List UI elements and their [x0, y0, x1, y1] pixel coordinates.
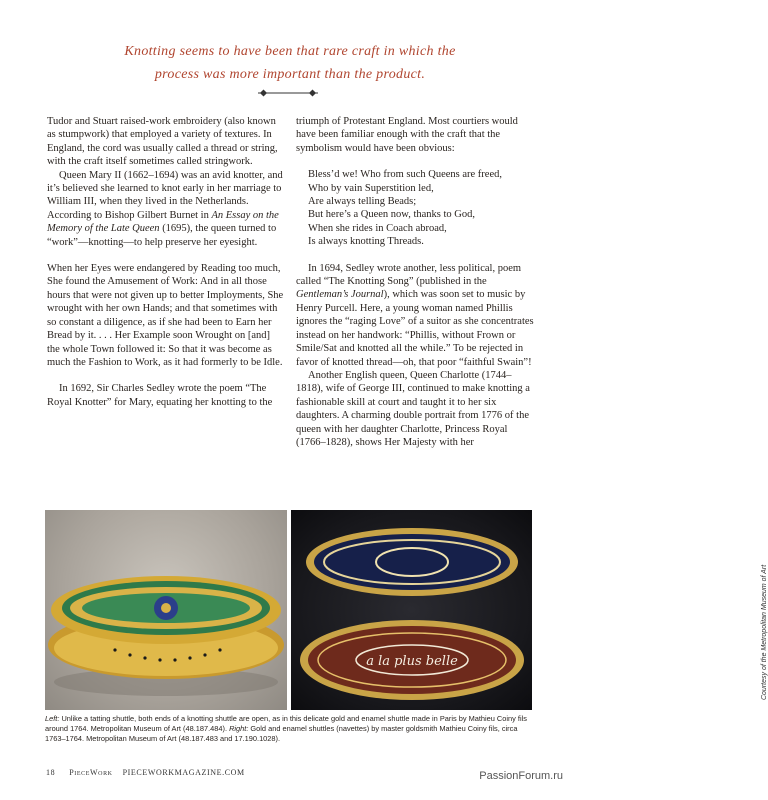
- photo-credit: Courtesy of the Metropolitan Museum of Art: [761, 564, 768, 700]
- paragraph: Queen Mary II (1662–1694) was an avid knotter, and it’s believed she learned to knot early in her marriage to William III, when they lived in the Netherlands. According to Bishop Gilbert Burnet in An Essay on the Memory of the Late Queen (1695), the queen turned to “work”—knotting—to help preserve her eyesight.: [47, 169, 283, 248]
- journal-title: Gentleman’s Journal: [296, 289, 384, 301]
- photo-row: [45, 510, 768, 710]
- right-text-column: [296, 115, 534, 449]
- poem-line: Are always telling Beads;: [308, 196, 417, 208]
- caption-right-text: Gold and enamel shuttles (navettes) by master goldsmith Mathieu Coiny fils, circa 1763–1764. Metropolitan Museum of Art (48.187.483 and 17.190.1028).: [45, 724, 518, 744]
- page-number: 18: [46, 768, 56, 777]
- enamel-shuttles-photo: [291, 510, 768, 710]
- gold-shuttle-illustration: [45, 510, 287, 710]
- caption-left-text: Unlike a tatting shuttle, both ends of a knotting shuttle are open, as in this delicate gold and enamel shuttle made in Paris by Mathieu Coiny fils around 1764. Metropolitan Museum of Art (48.187.484).: [45, 714, 527, 734]
- caption-left-label: Left:: [45, 714, 60, 723]
- pull-quote-line-2: process was more important than the product.: [154, 67, 426, 82]
- book-title: An Essay on the Memory of the Late Queen: [47, 209, 279, 235]
- magazine-name: PieceWork: [69, 768, 113, 777]
- photo-caption: [45, 714, 532, 745]
- magazine-website: PIECEWORKMAGAZINE.COM: [122, 768, 245, 777]
- site-watermark: PassionForum.ru: [479, 770, 563, 782]
- block-quote: When her Eyes were endangered by Reading too much, She found the Amusement of Work: And in all those hours that were not given up to better Imployments, She wrought with her own Hands; and that sometimes with so constant a diligence, as if she had been to Earn her Bread by it. . . . Her Example soon Wrought on [and] the whole Town followed it: So that it was become as much the Fashion to Work, as it had formerly to be Idle.: [47, 263, 284, 368]
- page-footer: [46, 768, 255, 777]
- enamel-shuttles-illustration: [291, 510, 532, 710]
- left-text-column: [47, 115, 285, 409]
- paragraph: triumph of Protestant England. Most courtiers would have been familiar enough with the craft that the symbolism would have been obvious:: [296, 116, 518, 154]
- caption-right-label: Right:: [229, 724, 249, 734]
- poem-line: When she rides in Coach abroad,: [308, 222, 447, 234]
- paragraph: In 1694, Sedley wrote another, less political, poem called “The Knotting Song” (published in the Gentleman’s Journal), which was soon set to music by Henry Purcell. Here, a young woman named Phillis ignores the “raging Love” of a suitor as she concentrates instead on her handwork: “Phillis, without Frown or Smile/Sat and knotted all the while.” To be rejected in favor of knotted thread—oh, that poor “faithful Swain”!: [296, 262, 534, 368]
- paragraph: Tudor and Stuart raised-work embroidery (also known as stumpwork) that employed a variety of textures. In England, the cord was usually called a thread or string, with the craft itself sometimes called stringwork.: [47, 116, 278, 168]
- gold-shuttle-photo: [45, 510, 287, 710]
- pull-quote-line-1: Knotting seems to have been that rare craft in which the: [124, 44, 456, 59]
- pull-quote: [60, 40, 520, 86]
- ornament-divider-icon: [258, 88, 318, 98]
- poem-line: Is always knotting Threads.: [308, 236, 424, 248]
- poem-line: Bless’d we! Who from such Queens are freed,: [308, 169, 502, 181]
- poem-line: Who by vain Superstition led,: [308, 182, 434, 194]
- shuttle-inscription: a la plus belle: [366, 654, 458, 669]
- paragraph: Another English queen, Queen Charlotte (1744–1818), wife of George III, continued to make knotting a fashionable skill at court and taught it to her six daughters. A charming double portrait from 1776 of the queen with her daughter Charlotte, Princess Royal (1766–1828), shows Her Majesty with her: [296, 369, 530, 448]
- paragraph: In 1692, Sir Charles Sedley wrote the poem “The Royal Knotter” for Mary, equating her knotting to the: [47, 383, 273, 408]
- poem-line: But here’s a Queen now, thanks to God,: [308, 209, 475, 221]
- poem-excerpt: [308, 168, 534, 248]
